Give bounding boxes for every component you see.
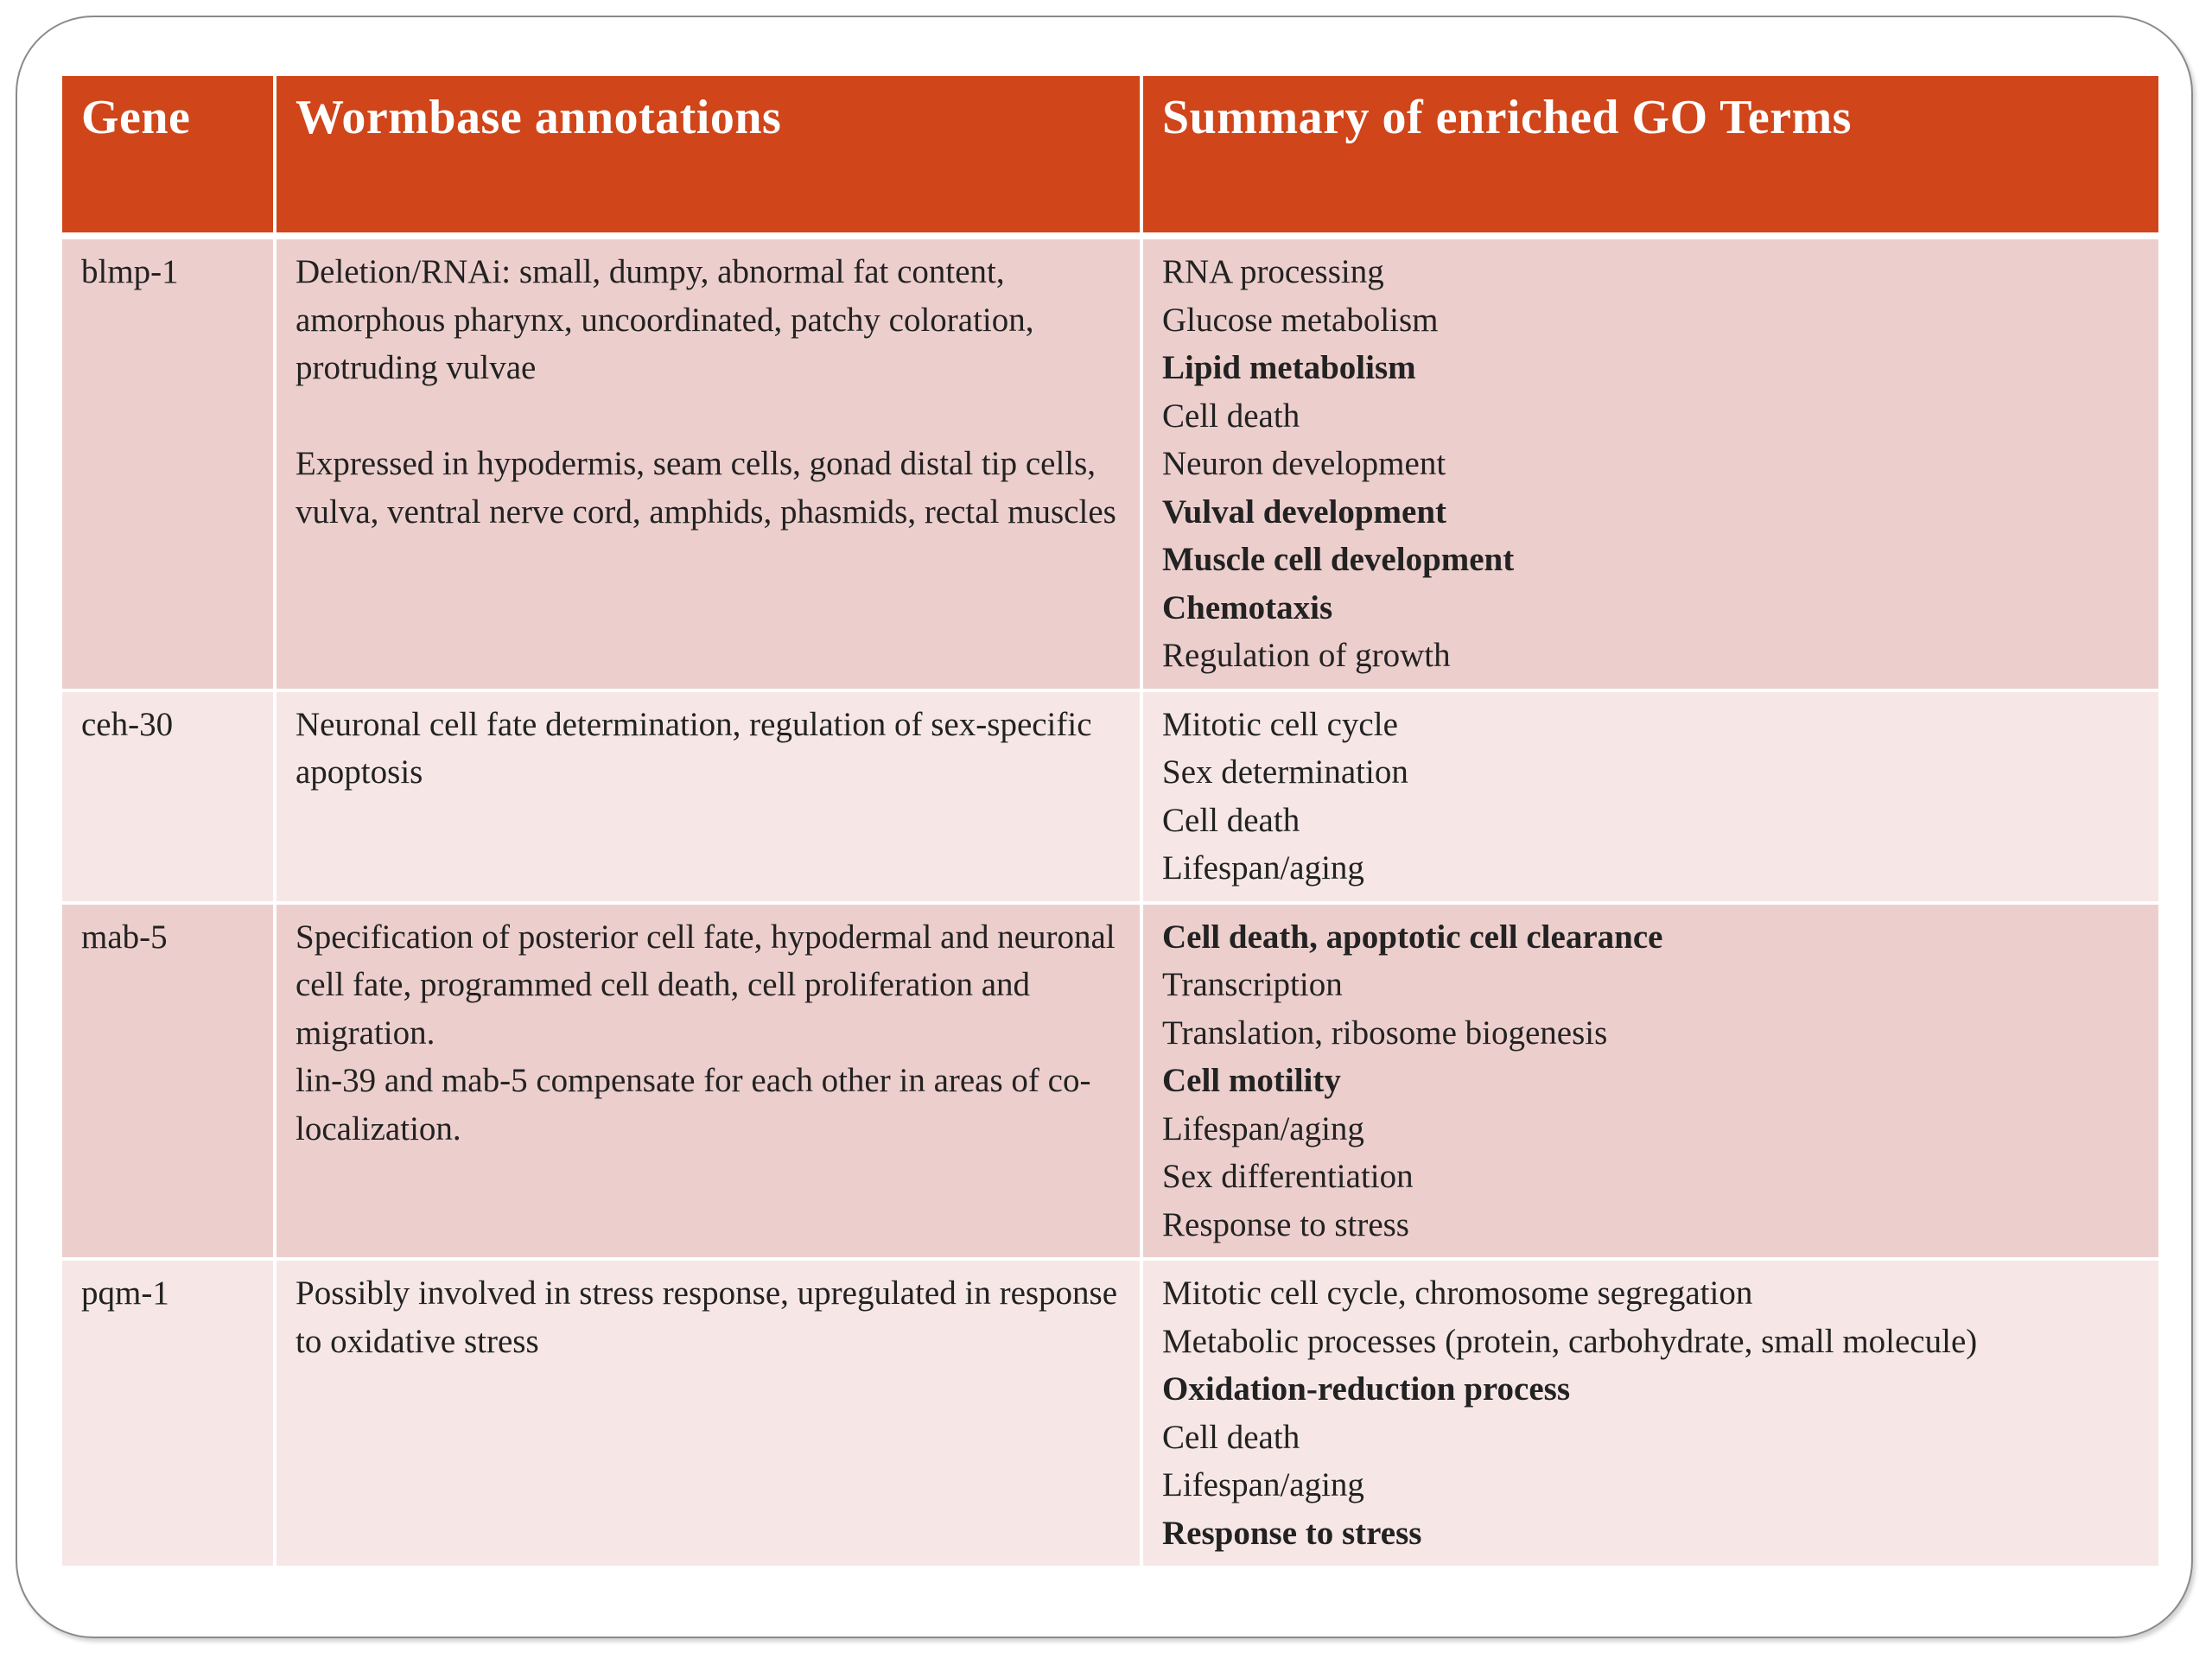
go-term: Mitotic cell cycle bbox=[1162, 705, 1398, 743]
table-row bbox=[62, 236, 2158, 690]
header-go-terms: Summary of enriched GO Terms bbox=[1141, 76, 2158, 236]
table-row bbox=[62, 1259, 2158, 1566]
go-terms-cell bbox=[1141, 236, 2158, 690]
go-term: Vulval development bbox=[1162, 493, 1447, 531]
go-term: Lifespan/aging bbox=[1162, 1466, 1364, 1503]
go-term: Response to stress bbox=[1162, 1205, 1409, 1243]
gene-cell: ceh-30 bbox=[62, 690, 275, 903]
go-term: Neuron development bbox=[1162, 445, 1446, 482]
annotation-paragraph: Possibly involved in stress response, upregulated in response to oxidative stress bbox=[296, 1274, 1118, 1360]
annotation-cell bbox=[275, 236, 1141, 690]
go-term: Cell motility bbox=[1162, 1062, 1341, 1099]
table-row bbox=[62, 903, 2158, 1260]
go-terms-cell bbox=[1141, 1259, 2158, 1566]
go-term: Lifespan/aging bbox=[1162, 849, 1364, 887]
table-row bbox=[62, 690, 2158, 903]
gene-cell: pqm-1 bbox=[62, 1259, 275, 1566]
table-header-row bbox=[62, 76, 2158, 236]
gene-go-table bbox=[62, 76, 2158, 1566]
go-term: Lifespan/aging bbox=[1162, 1109, 1364, 1147]
go-term: Response to stress bbox=[1162, 1514, 1422, 1552]
go-term: Transcription bbox=[1162, 966, 1343, 1003]
annotation-paragraph: Expressed in hypodermis, seam cells, gonad distal tip cells, vulva, ventral nerve cord, amphids, phasmids, rectal muscles bbox=[296, 445, 1116, 531]
go-term: Glucose metabolism bbox=[1162, 301, 1439, 339]
annotation-cell bbox=[275, 690, 1141, 903]
go-term: Sex determination bbox=[1162, 753, 1408, 791]
gene-cell: blmp-1 bbox=[62, 236, 275, 690]
go-term: Lipid metabolism bbox=[1162, 349, 1416, 386]
annotation-paragraph: Specification of posterior cell fate, hypodermal and neuronal cell fate, programmed cell death, cell proliferation and migration. lin-39 and mab-5 compensate for each other in areas of co-localization. bbox=[296, 918, 1116, 1147]
annotation-paragraph: Neuronal cell fate determination, regulation of sex-specific apoptosis bbox=[296, 705, 1092, 791]
header-gene: Gene bbox=[62, 76, 275, 236]
go-term: Cell death bbox=[1162, 1418, 1300, 1456]
go-term: Mitotic cell cycle, chromosome segregation bbox=[1162, 1274, 1753, 1312]
go-term: Chemotaxis bbox=[1162, 588, 1333, 626]
annotation-paragraph: Deletion/RNAi: small, dumpy, abnormal fat content, amorphous pharynx, uncoordinated, patchy coloration, protruding vulvae bbox=[296, 253, 1034, 386]
header-annotations: Wormbase annotations bbox=[275, 76, 1141, 236]
go-terms-cell bbox=[1141, 690, 2158, 903]
annotation-cell bbox=[275, 1259, 1141, 1566]
go-term: Metabolic processes (protein, carbohydrate, small molecule) bbox=[1162, 1322, 1978, 1360]
go-term: Translation, ribosome biogenesis bbox=[1162, 1014, 1608, 1052]
go-term: RNA processing bbox=[1162, 253, 1384, 290]
gene-cell: mab-5 bbox=[62, 903, 275, 1260]
go-term: Regulation of growth bbox=[1162, 637, 1451, 674]
go-term: Oxidation-reduction process bbox=[1162, 1370, 1570, 1408]
go-term: Cell death, apoptotic cell clearance bbox=[1162, 918, 1663, 956]
annotation-cell bbox=[275, 903, 1141, 1260]
go-term: Cell death bbox=[1162, 397, 1300, 435]
go-terms-cell bbox=[1141, 903, 2158, 1260]
go-term: Sex differentiation bbox=[1162, 1158, 1414, 1195]
go-term: Muscle cell development bbox=[1162, 541, 1515, 578]
go-term: Cell death bbox=[1162, 801, 1300, 839]
